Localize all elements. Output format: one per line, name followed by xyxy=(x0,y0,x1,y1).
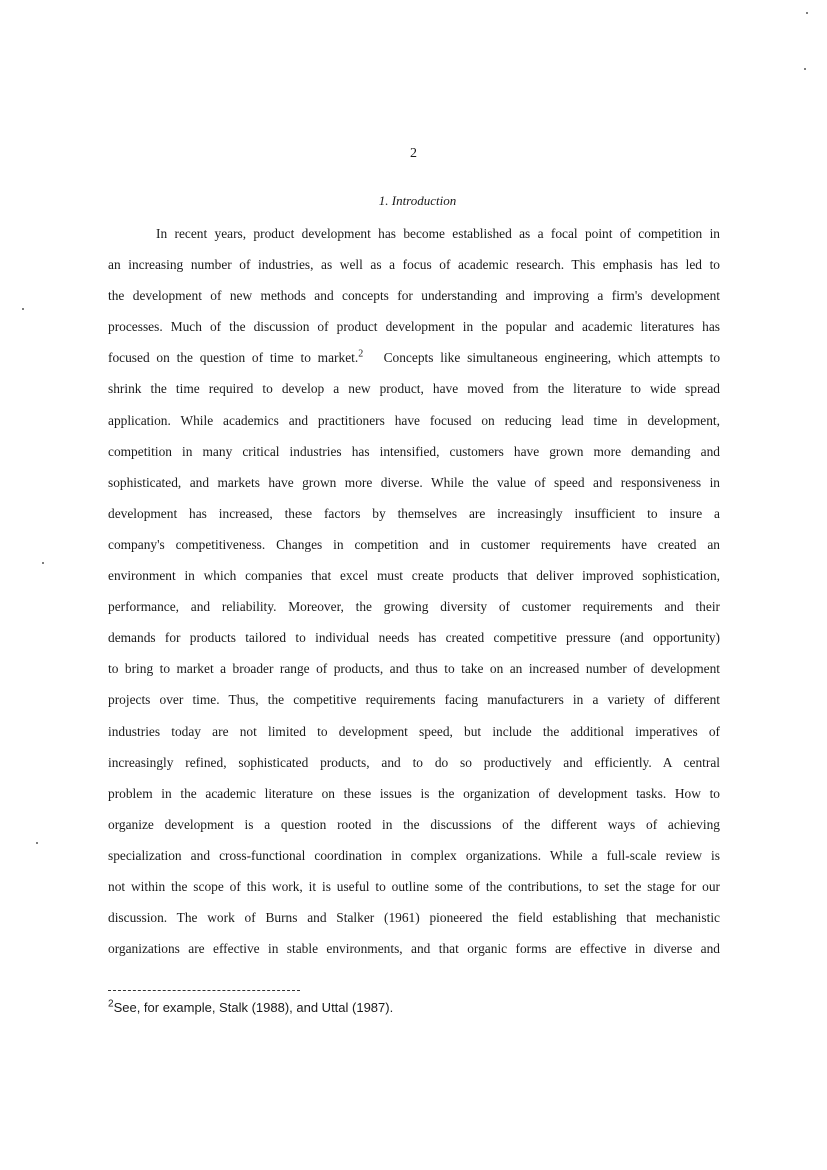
body-line: sophisticated, and markets have grown more diverse. While the value of speed and responsiveness in xyxy=(108,474,720,490)
scan-speck xyxy=(36,842,38,844)
body-line: environment in which companies that excel must create products that deliver improved sophistication, xyxy=(108,568,720,584)
body-line: industries today are not limited to development speed, but include the additional imperatives of xyxy=(108,723,720,739)
scan-speck xyxy=(806,12,808,14)
body-line-text: Concepts like simultaneous engineering, which attempts to xyxy=(383,350,721,366)
body-line: an increasing number of industries, as well as a focus of academic research. This emphasis has led to xyxy=(108,257,720,273)
body-line: problem in the academic literature on these issues is the organization of development tasks. How to xyxy=(108,785,720,801)
body-line: application. While academics and practitioners have focused on reducing lead time in development, xyxy=(108,412,720,428)
body-line: discussion. The work of Burns and Stalker (1961) pioneered the field establishing that mechanistic xyxy=(108,910,720,926)
body-line: to bring to market a broader range of products, and thus to take on an increased number of development xyxy=(108,661,720,677)
footnote xyxy=(108,1000,393,1015)
body-line: organizations are effective in stable environments, and that organic forms are effective in diverse and xyxy=(108,941,720,957)
body-line: organize development is a question rooted in the discussions of the different ways of achieving xyxy=(108,816,720,832)
footnote-reference: 2 xyxy=(358,348,364,360)
body-line-with-footnote xyxy=(108,342,720,373)
body-line: competition in many critical industries has intensified, customers have grown more demanding and xyxy=(108,443,720,459)
page-number: 2 xyxy=(410,146,417,161)
body-line: performance, and reliability. Moreover, the growing diversity of customer requirements and their xyxy=(108,599,720,615)
body-line: processes. Much of the discussion of product development in the popular and academic literatures has xyxy=(108,319,720,335)
footnote-divider xyxy=(108,990,300,991)
section-title: 1. Introduction xyxy=(378,193,457,208)
scan-speck xyxy=(42,562,44,564)
footnote-marker: 2 xyxy=(108,998,114,1010)
footnote-text: See, for example, Stalk (1988), and Uttal (1987). xyxy=(113,1000,394,1015)
body-line: development has increased, these factors by themselves are increasingly insufficient to insure a xyxy=(108,505,720,521)
body-line: projects over time. Thus, the competitive requirements facing manufacturers in a variety of different xyxy=(108,692,720,708)
scan-speck xyxy=(804,68,806,70)
body-line: demands for products tailored to individual needs has created competitive pressure (and opportunity) xyxy=(108,630,720,646)
body-line: In recent years, product development has become established as a focal point of competition in xyxy=(156,226,720,241)
body-text xyxy=(108,218,720,964)
body-line-text: focused on the question of time to market. xyxy=(108,350,359,366)
body-line: not within the scope of this work, it is useful to outline some of the contributions, to set the stage for our xyxy=(108,878,720,894)
body-line: company's competitiveness. Changes in competition and in customer requirements have created an xyxy=(108,536,720,552)
body-line: increasingly refined, sophisticated products, and to do so productively and efficiently. A central xyxy=(108,754,720,770)
body-line: specialization and cross-functional coordination in complex organizations. While a full-scale review is xyxy=(108,847,720,863)
body-line: shrink the time required to develop a new product, have moved from the literature to wide spread xyxy=(108,381,720,397)
body-line: the development of new methods and concepts for understanding and improving a firm's development xyxy=(108,288,720,304)
scan-speck xyxy=(22,308,24,310)
